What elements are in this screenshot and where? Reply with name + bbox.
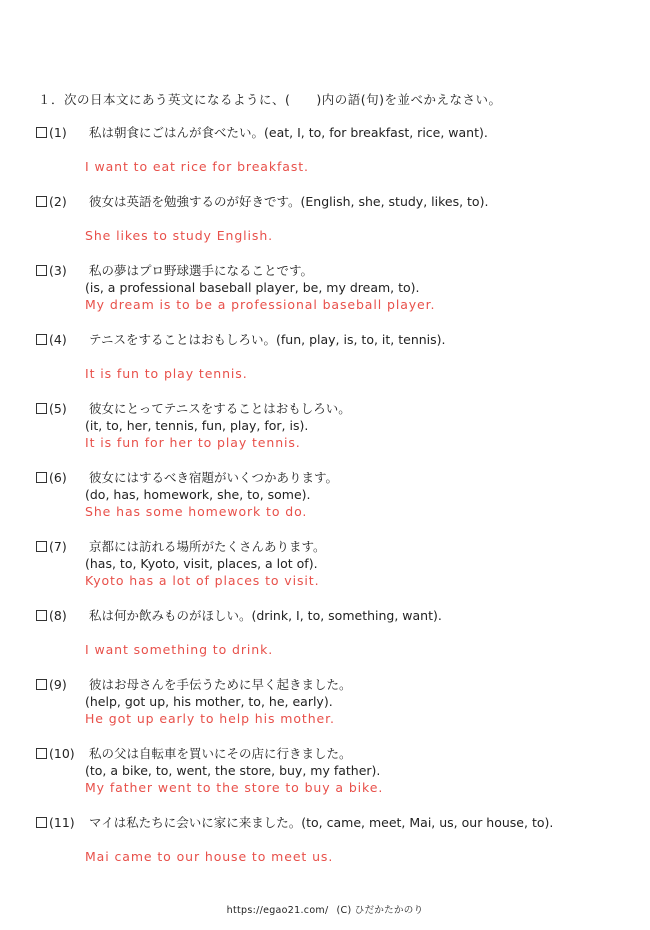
word-list: (to, a bike, to, went, the store, buy, my father). (85, 763, 381, 778)
answer-text: It is fun for her to play tennis. (85, 435, 301, 450)
word-list: (has, to, Kyoto, visit, places, a lot of). (85, 556, 318, 571)
word-list: (help, got up, his mother, to, he, early). (85, 694, 333, 709)
question-text: 私は何か飲みものがほしい。(drink, I, to, something, want). (89, 608, 442, 623)
checkbox[interactable] (36, 403, 47, 414)
question-line (36, 193, 636, 210)
question-1 (36, 124, 636, 175)
question-number: (4) (49, 332, 67, 347)
answer-text: She has some homework to do. (85, 504, 308, 519)
question-7 (36, 538, 636, 589)
question-number: (3) (49, 263, 67, 278)
question-text: 私は朝食にごはんが食べたい。(eat, I, to, for breakfast, rice, want). (89, 125, 488, 140)
checkbox[interactable] (36, 472, 47, 483)
question-line (36, 814, 636, 831)
question-line (36, 676, 636, 693)
question-number: (9) (49, 677, 67, 692)
question-number: (6) (49, 470, 67, 485)
question-number: (7) (49, 539, 67, 554)
checkbox[interactable] (36, 196, 47, 207)
question-10 (36, 745, 636, 796)
question-8 (36, 607, 636, 658)
footer-url[interactable]: https://egao21.com/ (226, 905, 329, 916)
checkbox[interactable] (36, 817, 47, 828)
checkbox[interactable] (36, 679, 47, 690)
question-number: (2) (49, 194, 67, 209)
word-list: (it, to, her, tennis, fun, play, for, is). (85, 418, 309, 433)
question-text: 彼女は英語を勉強するのが好きです。(English, she, study, likes, to). (89, 194, 489, 209)
question-2 (36, 193, 636, 244)
question-number: (10) (49, 746, 75, 761)
footer-credit: (C) ひだかたかのり (336, 905, 424, 916)
checkbox[interactable] (36, 541, 47, 552)
question-line (36, 607, 636, 624)
question-3 (36, 262, 636, 313)
question-6 (36, 469, 636, 520)
question-text: マイは私たちに会いに家に来ました。(to, came, meet, Mai, us, our house, to). (89, 815, 554, 830)
checkbox[interactable] (36, 334, 47, 345)
question-text: 彼はお母さんを手伝うために早く起きました。 (89, 677, 352, 692)
word-list: (is, a professional baseball player, be, my dream, to). (85, 280, 420, 295)
answer-text: Mai came to our house to meet us. (85, 849, 334, 864)
answer-text: She likes to study English. (85, 228, 274, 243)
answer-text: Kyoto has a lot of places to visit. (85, 573, 320, 588)
question-text: 私の父は自転車を買いにその店に行きました。 (89, 746, 352, 761)
checkbox[interactable] (36, 265, 47, 276)
question-number: (8) (49, 608, 67, 623)
question-line (36, 469, 636, 486)
question-line (36, 331, 636, 348)
question-number: (5) (49, 401, 67, 416)
answer-text: My dream is to be a professional baseball player. (85, 297, 436, 312)
answer-text: My father went to the store to buy a bike. (85, 780, 384, 795)
checkbox[interactable] (36, 127, 47, 138)
question-text: 彼女にはするべき宿題がいくつかあります。 (89, 470, 339, 485)
question-line (36, 262, 636, 279)
checkbox[interactable] (36, 610, 47, 621)
question-5 (36, 400, 636, 451)
answer-text: He got up early to help his mother. (85, 711, 335, 726)
question-line (36, 400, 636, 417)
question-text: テニスをすることはおもしろい。(fun, play, is, to, it, tennis). (89, 332, 446, 347)
question-line (36, 745, 636, 762)
question-line (36, 538, 636, 555)
worksheet-title: １．次の日本文にあう英文になるように、( )内の語(句)を並べかえなさい。 (38, 92, 502, 107)
question-number: (11) (49, 815, 75, 830)
question-text: 彼女にとってテニスをすることはおもしろい。 (89, 401, 351, 416)
footer (0, 902, 650, 916)
question-line (36, 124, 636, 141)
question-text: 京都には訪れる場所がたくさんあります。 (89, 539, 326, 554)
answer-text: I want to eat rice for breakfast. (85, 159, 309, 174)
question-4 (36, 331, 636, 382)
question-11 (36, 814, 636, 865)
answer-text: I want something to drink. (85, 642, 274, 657)
question-number: (1) (49, 125, 67, 140)
question-9 (36, 676, 636, 727)
answer-text: It is fun to play tennis. (85, 366, 248, 381)
question-text: 私の夢はプロ野球選手になることです。 (89, 263, 314, 278)
word-list: (do, has, homework, she, to, some). (85, 487, 311, 502)
checkbox[interactable] (36, 748, 47, 759)
